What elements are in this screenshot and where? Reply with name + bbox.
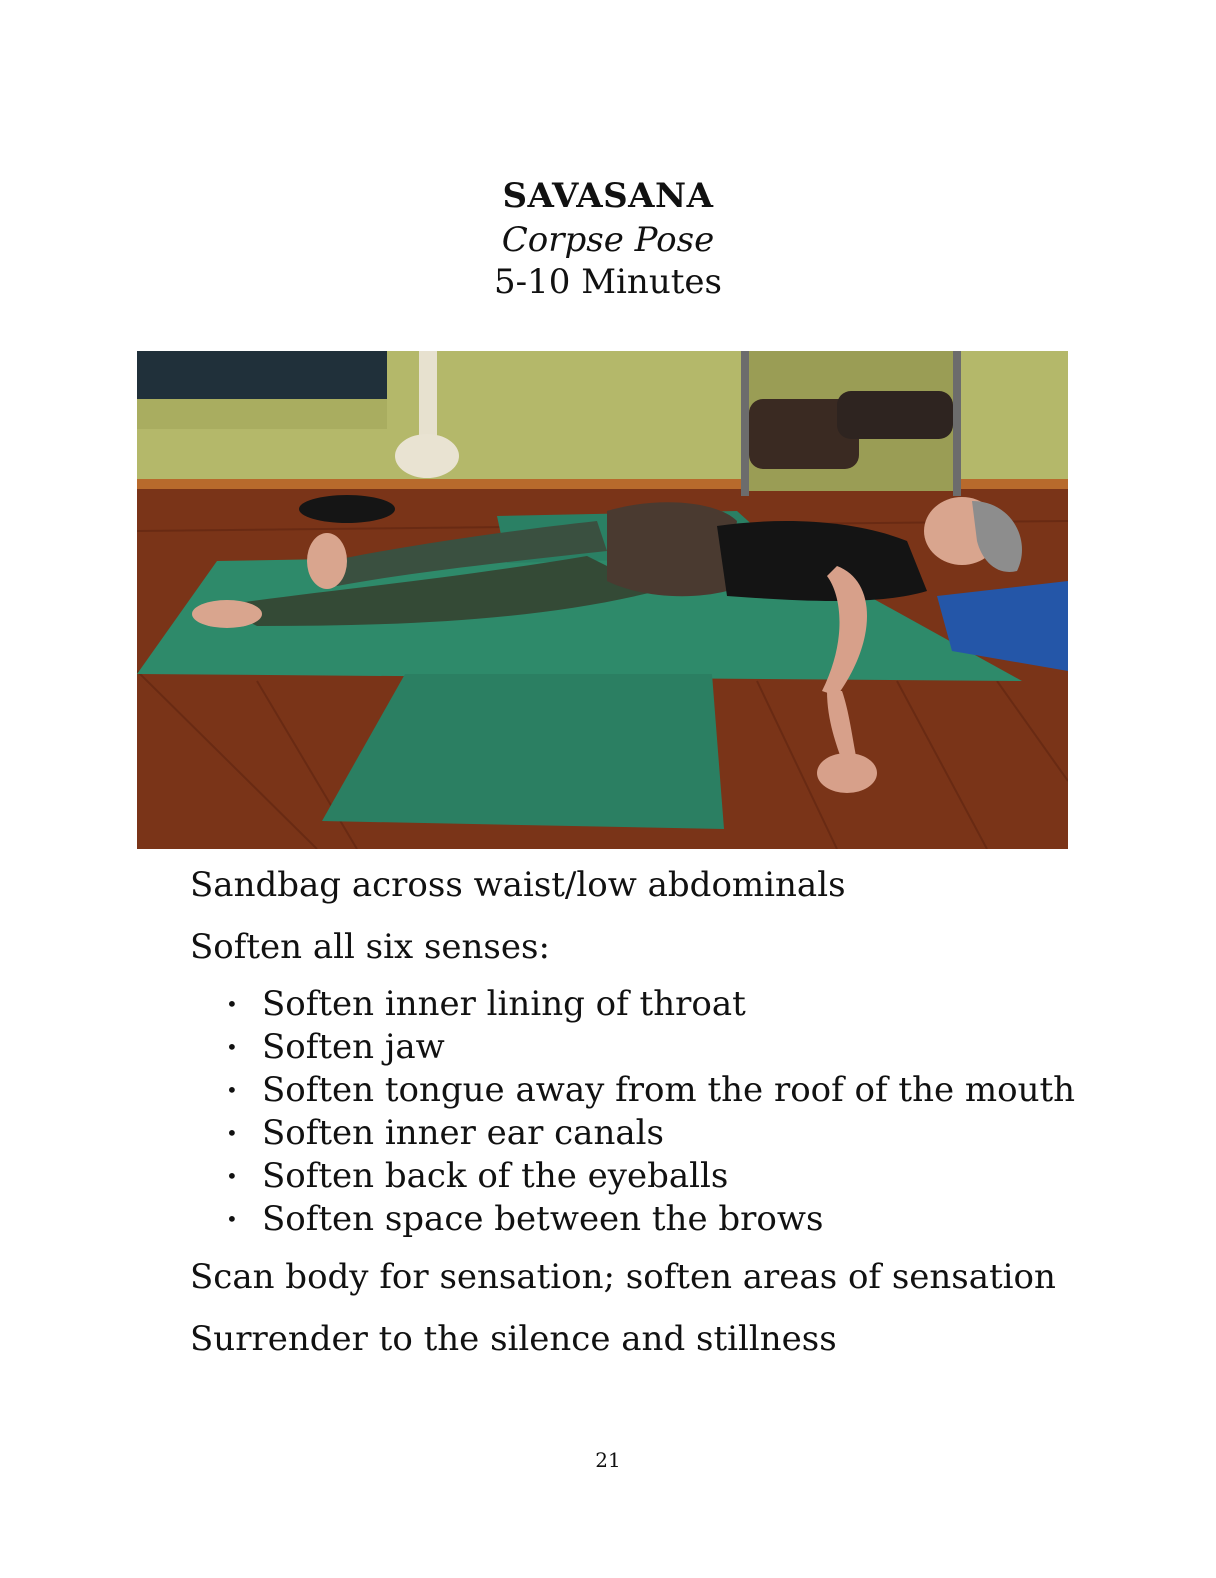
plaid-blanket	[137, 351, 387, 399]
instruction-senses: Soften all six senses:	[190, 927, 550, 967]
page-title: SAVASANA	[502, 176, 714, 216]
list-item: • Soften space between the brows	[226, 1199, 824, 1239]
foot	[192, 600, 262, 628]
strap	[299, 495, 395, 523]
bullet-icon: •	[226, 1164, 238, 1188]
bullet-icon: •	[226, 1121, 238, 1145]
bullet-icon: •	[226, 1078, 238, 1102]
page-number: 21	[595, 1448, 621, 1472]
bolster	[837, 391, 953, 439]
foot	[307, 533, 347, 589]
bullet-icon: •	[226, 992, 238, 1016]
instruction-scan: Scan body for sensation; soften areas of sensation	[190, 1257, 1056, 1297]
instruction-sandbag: Sandbag across waist/low abdominals	[190, 865, 846, 905]
list-item: • Soften inner lining of throat	[226, 984, 746, 1024]
bullet-icon: •	[226, 1207, 238, 1231]
pose-duration: 5-10 Minutes	[494, 262, 722, 302]
bullet-icon: •	[226, 1035, 238, 1059]
senses-list	[190, 983, 1075, 1241]
instruction-surrender: Surrender to the silence and stillness	[190, 1319, 837, 1359]
list-item: • Soften back of the eyeballs	[226, 1156, 729, 1196]
list-item: • Soften inner ear canals	[226, 1113, 664, 1153]
list-item: • Soften tongue away from the roof of the mouth	[226, 1070, 1076, 1110]
list-item: • Soften jaw	[226, 1027, 445, 1067]
pose-subtitle: Corpse Pose	[501, 220, 715, 260]
sandbag	[607, 502, 737, 596]
savasana-photo	[137, 351, 1068, 849]
